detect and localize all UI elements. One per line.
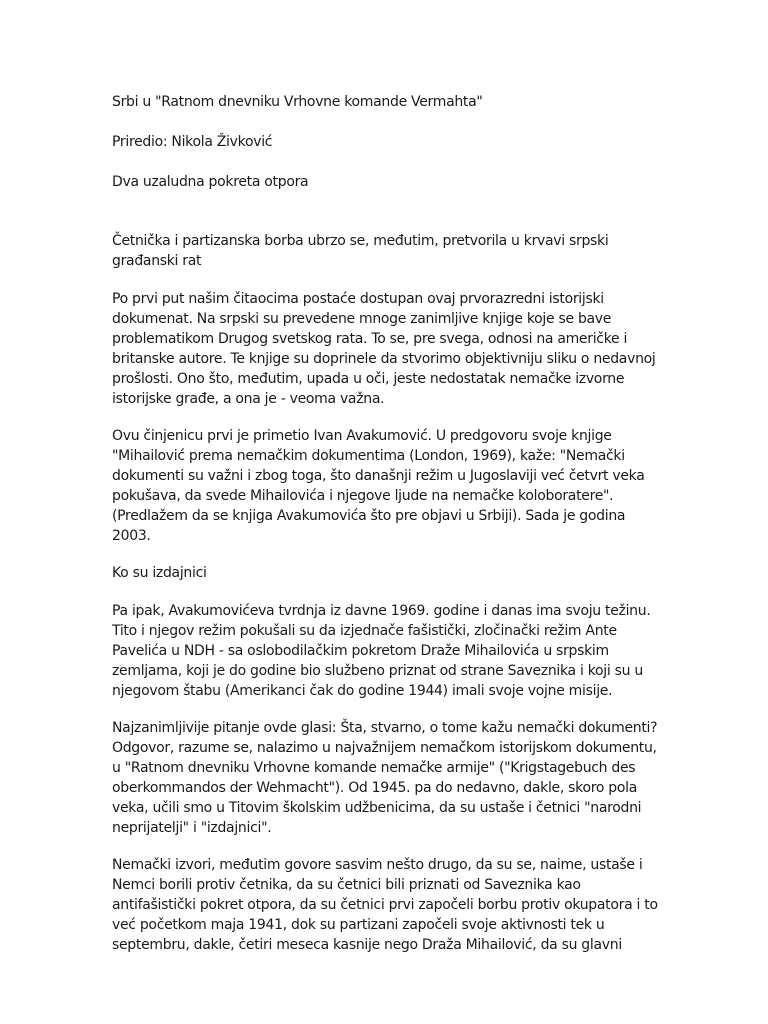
paragraph-line: oberkommandos der Wehmacht"). Od 1945. pa do nedavno, dakle, skoro pola [112,780,638,796]
paragraph-line: septembru, dakle, četiri meseca kasnije nego Draža Mihailović, da su glavni [112,937,622,953]
paragraph-5 [112,855,658,955]
paragraph-line: problematikom Drugog svetskog rata. To se, pre svega, odnosi na američke i [112,331,628,347]
paragraph-line: dokumenat. Na srpski su prevedene mnoge zanimljive knjige koje se bave [112,311,612,327]
paragraph-line: Tito i njegov režim pokušali su da izjednače fašistički, zločinački režim Ante [112,623,617,639]
document-title [112,92,644,112]
paragraph-line: Po prvi put našim čitaocima postaće dostupan ovaj prvorazredni istorijski [112,291,604,307]
paragraph-line: zemljama, koji je do godine bio službeno priznat od strane Saveznika i koji su u [112,663,643,679]
paragraph-line: Najzanimljivije pitanje ovde glasi: Šta, stvarno, o tome kažu nemački dokumenti? [112,720,658,736]
paragraph-line: "Mihailović prema nemačkim dokumentima (London, 1969), kaže: "Nemački [112,448,625,464]
subtitle-text: Dva uzaludna pokreta otpora [112,174,309,190]
paragraph-line: Nemci borili protiv četnika, da su četnici bili priznati od Saveznika kao [112,877,581,893]
paragraph-line: u "Ratnom dnevniku Vrhovne komande nemačke armije" ("Krigstagebuch des [112,760,636,776]
author-text: Priredio: Nikola Živković [112,134,273,150]
main-heading [112,231,644,271]
section-heading-text: Ko su izdajnici [112,565,207,581]
paragraph-1 [112,289,656,409]
paragraph-line: pokušava, da svede Mihailovića i njegove ljude na nemačke koloboratere". [112,488,614,504]
paragraph-line: (Predlažem da se knjiga Avakumovića što pre objavi u Srbiji). Sada je godina [112,508,626,524]
paragraph-line: britanske autore. Te knjige su doprinele da stvorimo objektivniju sliku o nedavnoj [112,351,656,367]
paragraph-line: istorijske građe, a ona je - veoma važna. [112,391,385,407]
paragraph-line: veka, učili smo u Titovim školskim udžbenicima, da su ustaše i četnici "narodni [112,800,642,816]
paragraph-line: 2003. [112,528,151,544]
document-page [112,92,658,972]
paragraph-3 [112,601,651,701]
heading-line: građanski rat [112,253,202,269]
author-line [112,132,644,152]
heading-line: Četnička i partizanska borba ubrzo se, međutim, pretvorila u krvavi srpski [112,233,609,249]
paragraph-line: Pavelića u NDH - sa oslobodilačkim pokretom Draže Mihailovića u srpskim [112,643,609,659]
section-heading [112,563,644,583]
paragraph-line: već početkom maja 1941, dok su partizani započeli svoje aktivnosti tek u [112,917,605,933]
paragraph-line: Nemački izvori, međutim govore sasvim nešto drugo, da su se, naime, ustaše i [112,857,643,873]
paragraph-line: neprijatelji" i "izdajnici". [112,820,272,836]
paragraph-line: njegovom štabu (Amerikanci čak do godine 1944) imali svoje vojne misije. [112,683,613,699]
paragraph-line: antifašistički pokret otpora, da su četnici prvi započeli borbu protiv okupatora i to [112,897,658,913]
paragraph-line: Pa ipak, Avakumovićeva tvrdnja iz davne 1969. godine i danas ima svoju težinu. [112,603,651,619]
paragraph-line: dokumenti su važni i zbog toga, što današnji režim u Jugoslaviji već četvrt veka [112,468,645,484]
title-text: Srbi u "Ratnom dnevniku Vrhovne komande Vermahta" [112,94,483,110]
paragraph-line: Ovu činjenicu prvi je primetio Ivan Avakumović. U predgovoru svoje knjige [112,428,612,444]
paragraph-4 [112,718,658,838]
document-subtitle [112,172,644,192]
paragraph-2 [112,426,644,546]
paragraph-line: Odgovor, razume se, nalazimo u najvažnijem nemačkom istorijskom dokumentu, [112,740,657,756]
paragraph-line: prošlosti. Ono što, međutim, upada u oči, jeste nedostatak nemačke izvorne [112,371,625,387]
